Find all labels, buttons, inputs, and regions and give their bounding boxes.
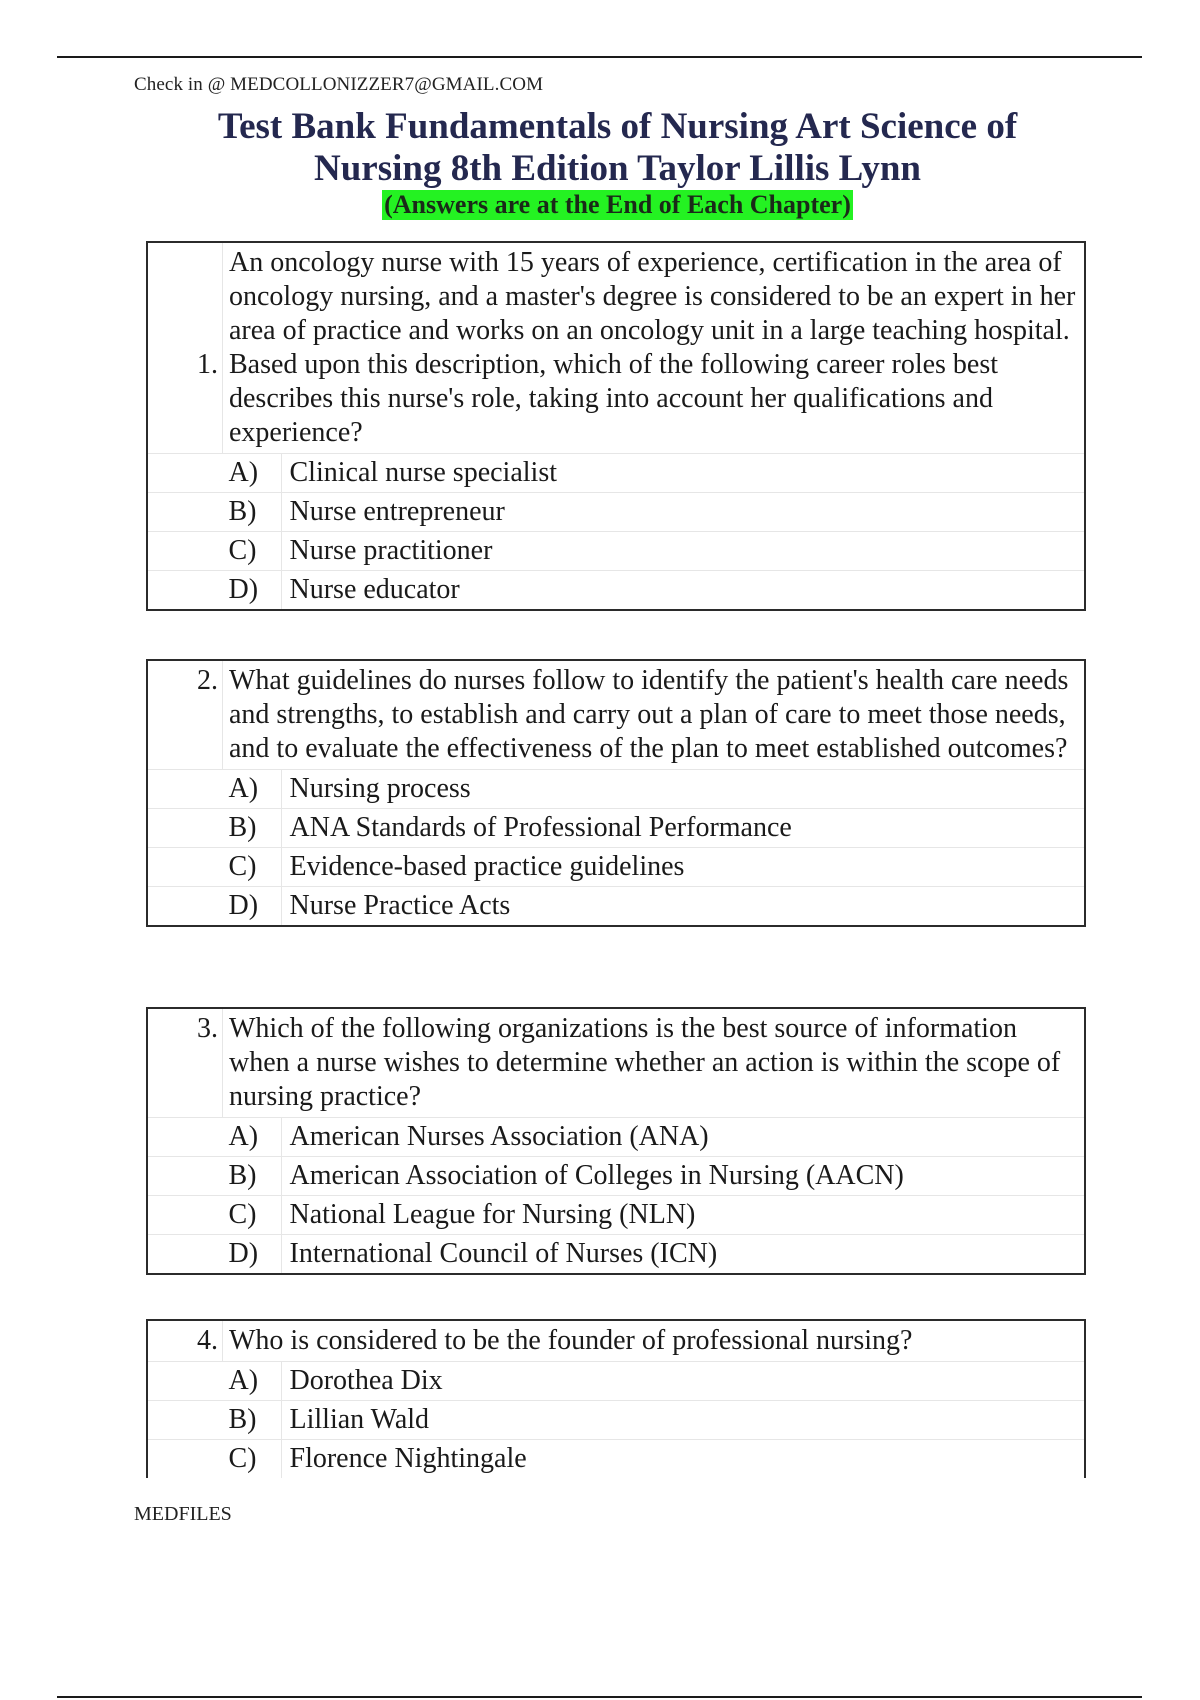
page-title <box>0 106 1200 190</box>
option-text: National League for Nursing (NLN) <box>281 1196 1085 1235</box>
option-letter: C) <box>223 1196 282 1235</box>
option-letter: C) <box>223 848 282 887</box>
top-rule <box>57 56 1142 58</box>
option-text: Clinical nurse specialist <box>281 454 1085 493</box>
option-row <box>147 1157 1085 1196</box>
option-row <box>147 1118 1085 1157</box>
question-stem: What guidelines do nurses follow to identify the patient's health care needs and strengths, to establish and carry out a plan of care to meet those needs, and to evaluate the effectiveness of the plan to meet established outcomes? <box>229 665 1069 764</box>
option-row <box>147 1362 1085 1401</box>
option-letter: B) <box>223 493 282 532</box>
option-text: Dorothea Dix <box>281 1362 1085 1401</box>
question-number: 1. <box>147 242 223 454</box>
option-row <box>147 1440 1085 1479</box>
option-text: Florence Nightingale <box>281 1440 1085 1479</box>
option-text: Evidence-based practice guidelines <box>281 848 1085 887</box>
title-line-2: Nursing 8th Edition Taylor Lillis Lynn <box>314 148 921 189</box>
bottom-rule <box>57 1696 1142 1698</box>
header-note: Check in @ MEDCOLLONIZZER7@GMAIL.COM <box>134 74 544 95</box>
subtitle-wrap <box>0 190 1200 220</box>
question-stem-row <box>147 1320 1085 1362</box>
option-row <box>147 809 1085 848</box>
option-letter: C) <box>223 532 282 571</box>
question-stem: Who is considered to be the founder of professional nursing? <box>229 1325 913 1356</box>
question-stem: Which of the following organizations is the best source of information when a nurse wishes to determine whether an action is within the scope of nursing practice? <box>229 1013 1061 1112</box>
option-row <box>147 493 1085 532</box>
option-text: American Association of Colleges in Nursing (AACN) <box>281 1157 1085 1196</box>
option-letter: B) <box>223 1401 282 1440</box>
option-row <box>147 454 1085 493</box>
highlighted-subtitle: (Answers are at the End of Each Chapter) <box>384 190 851 219</box>
question-stem-row <box>147 1008 1085 1118</box>
option-row <box>147 571 1085 611</box>
title-line-1: Test Bank Fundamentals of Nursing Art Science of <box>217 106 1018 147</box>
option-text: Nurse entrepreneur <box>281 493 1085 532</box>
option-text: Lillian Wald <box>281 1401 1085 1440</box>
option-letter: A) <box>223 1362 282 1401</box>
option-letter: B) <box>223 809 282 848</box>
option-letter: A) <box>223 770 282 809</box>
option-row <box>147 1196 1085 1235</box>
option-text: Nursing process <box>281 770 1085 809</box>
option-row <box>147 848 1085 887</box>
option-text: Nurse practitioner <box>281 532 1085 571</box>
question-stem-row <box>147 242 1085 454</box>
option-text: American Nurses Association (ANA) <box>281 1118 1085 1157</box>
question-number: 2. <box>147 660 223 770</box>
option-text: International Council of Nurses (ICN) <box>281 1235 1085 1275</box>
option-text: Nurse educator <box>281 571 1085 611</box>
question-stem-row <box>147 660 1085 770</box>
option-row <box>147 1235 1085 1275</box>
option-text: ANA Standards of Professional Performance <box>281 809 1085 848</box>
question-number: 4. <box>147 1320 223 1362</box>
footer-note: MEDFILES <box>134 1503 232 1525</box>
question-2-table <box>146 659 1086 927</box>
question-stem: An oncology nurse with 15 years of experience, certification in the area of oncology nursing, and a master's degree is considered to be an expert in her area of practice and works on an oncology unit in a large teaching hospital. Based upon this description, which of the following career roles best describes this nurse's role, taking into account her qualifications and experience? <box>229 247 1076 448</box>
option-letter: A) <box>223 454 282 493</box>
question-1-table <box>146 241 1086 611</box>
option-letter: C) <box>223 1440 282 1479</box>
option-row <box>147 532 1085 571</box>
option-text: Nurse Practice Acts <box>281 887 1085 927</box>
option-letter: D) <box>223 1235 282 1275</box>
question-4-table <box>146 1319 1086 1478</box>
option-row <box>147 770 1085 809</box>
option-row <box>147 1401 1085 1440</box>
question-3-table <box>146 1007 1086 1275</box>
option-letter: D) <box>223 887 282 927</box>
option-row <box>147 887 1085 927</box>
option-letter: A) <box>223 1118 282 1157</box>
option-letter: B) <box>223 1157 282 1196</box>
option-letter: D) <box>223 571 282 611</box>
question-number: 3. <box>147 1008 223 1118</box>
